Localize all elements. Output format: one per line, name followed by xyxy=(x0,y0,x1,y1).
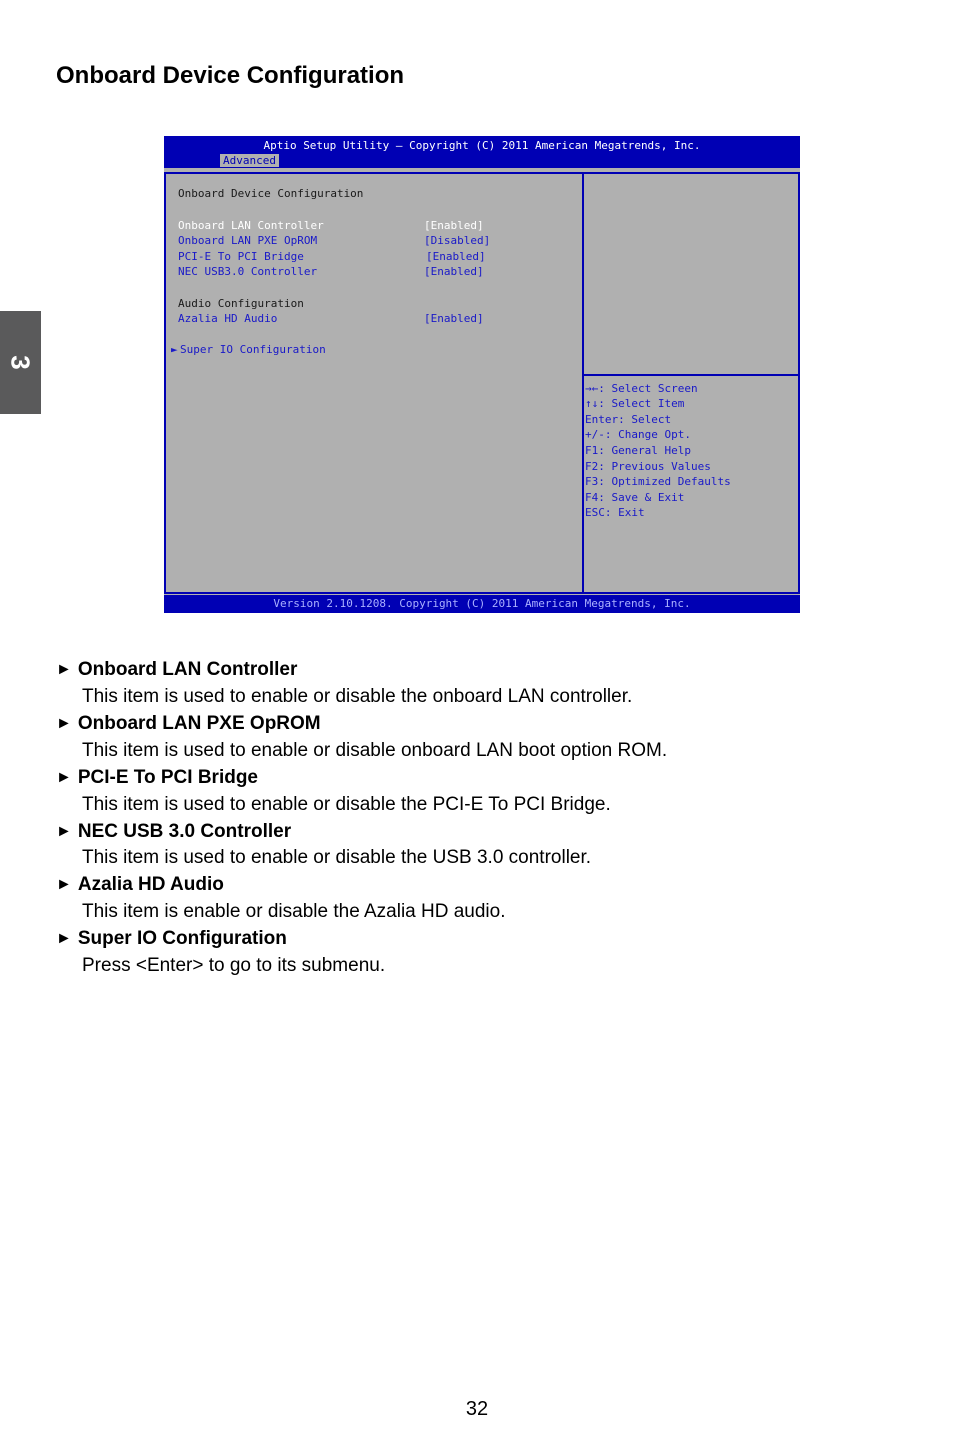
bios-main-panel xyxy=(164,172,800,594)
bios-item-usb3-value[interactable]: [Enabled] xyxy=(424,265,484,278)
desc-text-pxe-oprom: This item is used to enable or disable onboard LAN boot option ROM. xyxy=(82,740,668,761)
help-save-exit: F4: Save & Exit xyxy=(585,491,685,504)
desc-heading-text: Super IO Configuration xyxy=(77,928,287,949)
desc-heading-text: Azalia HD Audio xyxy=(77,874,224,895)
desc-heading-usb3 xyxy=(56,821,291,843)
bullet-arrow-icon: ► xyxy=(56,823,72,840)
bios-footer-text: Version 2.10.1208. Copyright (C) 2011 American Megatrends, Inc. xyxy=(273,597,691,610)
page-number: 32 xyxy=(465,1398,489,1420)
desc-heading-onboard-lan xyxy=(56,659,297,681)
help-general-help: F1: General Help xyxy=(585,444,691,457)
desc-heading-azalia xyxy=(56,874,224,896)
bios-screenshot xyxy=(164,136,800,613)
desc-heading-text: PCI-E To PCI Bridge xyxy=(77,767,259,788)
bios-item-usb3-label[interactable]: NEC USB3.0 Controller xyxy=(178,265,318,278)
bullet-arrow-icon: ► xyxy=(56,661,72,678)
desc-heading-text: NEC USB 3.0 Controller xyxy=(77,821,292,842)
tab-advanced[interactable]: Advanced xyxy=(220,154,279,167)
desc-heading-text: Onboard LAN PXE OpROM xyxy=(77,713,321,734)
help-change-opt: +/-: Change Opt. xyxy=(585,428,691,441)
bios-submenu-super-io[interactable]: Super IO Configuration xyxy=(180,343,326,356)
bullet-arrow-icon: ► xyxy=(56,930,72,947)
desc-text-super-io: Press <Enter> to go to its submenu. xyxy=(82,955,386,976)
help-esc-exit: ESC: Exit xyxy=(585,506,645,519)
desc-text-usb3: This item is used to enable or disable the USB 3.0 controller. xyxy=(82,847,592,868)
desc-text-azalia: This item is enable or disable the Azalia HD audio. xyxy=(82,901,506,922)
bios-item-pxe-oprom-label[interactable]: Onboard LAN PXE OpROM xyxy=(178,234,318,247)
chapter-tab xyxy=(0,311,41,414)
help-divider xyxy=(584,374,798,376)
bios-header xyxy=(164,136,800,168)
bullet-arrow-icon: ► xyxy=(56,769,72,786)
help-enter-select: Enter: Select xyxy=(585,413,672,426)
bios-item-onboard-lan-label[interactable]: Onboard LAN Controller xyxy=(178,219,324,232)
desc-heading-super-io xyxy=(56,928,287,950)
desc-text-pcie-bridge: This item is used to enable or disable the PCI-E To PCI Bridge. xyxy=(82,794,611,815)
bios-header-title: Aptio Setup Utility – Copyright (C) 2011 American Megatrends, Inc. xyxy=(263,139,701,152)
bios-item-pxe-oprom-value[interactable]: [Disabled] xyxy=(424,234,491,247)
bullet-arrow-icon: ► xyxy=(56,876,72,893)
desc-text-onboard-lan: This item is used to enable or disable the onboard LAN controller. xyxy=(82,686,633,707)
page-title: Onboard Device Configuration xyxy=(56,62,405,89)
bios-section-title: Onboard Device Configuration xyxy=(178,187,364,200)
help-select-item: ↑↓: Select Item xyxy=(585,397,685,410)
chapter-number: 3 xyxy=(6,355,36,370)
bios-item-azalia-label[interactable]: Azalia HD Audio xyxy=(178,312,278,325)
bios-audio-section-title: Audio Configuration xyxy=(178,297,304,310)
desc-heading-pxe-oprom xyxy=(56,713,321,735)
bios-item-azalia-value[interactable]: [Enabled] xyxy=(424,312,484,325)
help-select-screen: →←: Select Screen xyxy=(585,382,698,395)
bios-item-onboard-lan-value[interactable]: [Enabled] xyxy=(424,219,484,232)
bios-item-pcie-bridge-value[interactable]: [Enabled] xyxy=(426,250,486,263)
desc-heading-text: Onboard LAN Controller xyxy=(77,659,298,680)
help-previous-values: F2: Previous Values xyxy=(585,460,711,473)
bios-footer xyxy=(164,595,800,613)
desc-heading-pcie-bridge xyxy=(56,767,258,789)
bios-item-pcie-bridge-label[interactable]: PCI-E To PCI Bridge xyxy=(178,250,304,263)
submenu-arrow-icon: ► xyxy=(171,343,178,356)
panel-divider xyxy=(582,174,584,592)
help-optimized-defaults: F3: Optimized Defaults xyxy=(585,475,731,488)
bullet-arrow-icon: ► xyxy=(56,715,72,732)
